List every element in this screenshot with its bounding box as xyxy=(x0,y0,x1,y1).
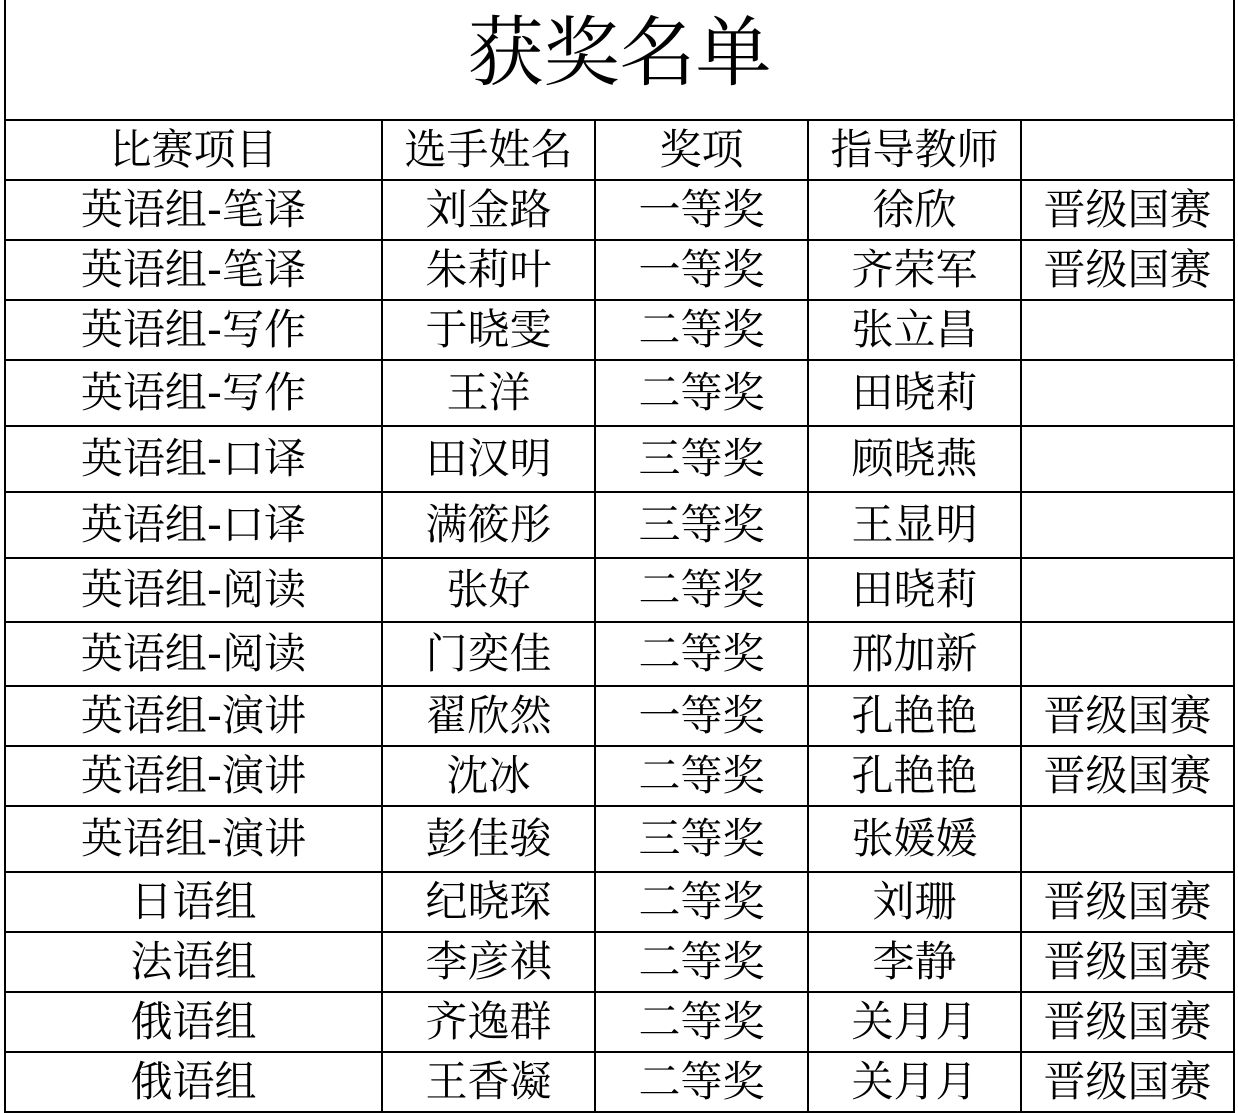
cell-award: 二等奖 xyxy=(595,622,808,686)
cell-teacher: 齐荣军 xyxy=(808,240,1021,300)
table-title: 获奖名单 xyxy=(5,0,1234,120)
header-row xyxy=(5,120,1234,180)
cell-award: 一等奖 xyxy=(595,240,808,300)
cell-award: 三等奖 xyxy=(595,492,808,558)
table-row xyxy=(5,426,1234,492)
cell-event: 英语组-写作 xyxy=(5,300,382,360)
cell-teacher: 徐欣 xyxy=(808,180,1021,240)
table-row xyxy=(5,240,1234,300)
cell-event: 英语组-演讲 xyxy=(5,746,382,806)
cell-event: 英语组-笔译 xyxy=(5,180,382,240)
cell-teacher: 张立昌 xyxy=(808,300,1021,360)
cell-teacher: 孔艳艳 xyxy=(808,686,1021,746)
cell-contestant: 彭佳骏 xyxy=(382,806,595,872)
table-row xyxy=(5,492,1234,558)
cell-event: 英语组-演讲 xyxy=(5,806,382,872)
cell-note xyxy=(1021,492,1234,558)
cell-event: 俄语组 xyxy=(5,1052,382,1112)
table-row xyxy=(5,360,1234,426)
cell-note xyxy=(1021,622,1234,686)
cell-teacher: 王显明 xyxy=(808,492,1021,558)
cell-event: 英语组-演讲 xyxy=(5,686,382,746)
cell-event: 英语组-阅读 xyxy=(5,558,382,622)
cell-contestant: 纪晓琛 xyxy=(382,872,595,932)
cell-award: 三等奖 xyxy=(595,806,808,872)
table-row xyxy=(5,622,1234,686)
cell-award: 二等奖 xyxy=(595,872,808,932)
cell-note: 晋级国赛 xyxy=(1021,1052,1234,1112)
table-row xyxy=(5,992,1234,1052)
cell-note: 晋级国赛 xyxy=(1021,180,1234,240)
cell-note xyxy=(1021,806,1234,872)
cell-award: 二等奖 xyxy=(595,746,808,806)
cell-award: 二等奖 xyxy=(595,932,808,992)
cell-contestant: 满筱彤 xyxy=(382,492,595,558)
cell-note: 晋级国赛 xyxy=(1021,686,1234,746)
table-row xyxy=(5,746,1234,806)
cell-teacher: 田晓莉 xyxy=(808,558,1021,622)
table-row xyxy=(5,806,1234,872)
cell-note xyxy=(1021,558,1234,622)
header-cell-teacher: 指导教师 xyxy=(808,120,1021,180)
cell-contestant: 刘金路 xyxy=(382,180,595,240)
cell-teacher: 关月月 xyxy=(808,1052,1021,1112)
title-row xyxy=(5,0,1234,120)
cell-award: 三等奖 xyxy=(595,426,808,492)
cell-contestant: 沈冰 xyxy=(382,746,595,806)
cell-contestant: 齐逸群 xyxy=(382,992,595,1052)
table-row xyxy=(5,1052,1234,1112)
table-row xyxy=(5,872,1234,932)
cell-award: 二等奖 xyxy=(595,992,808,1052)
cell-event: 法语组 xyxy=(5,932,382,992)
cell-teacher: 邢加新 xyxy=(808,622,1021,686)
table-row xyxy=(5,558,1234,622)
cell-contestant: 翟欣然 xyxy=(382,686,595,746)
cell-contestant: 李彦祺 xyxy=(382,932,595,992)
cell-event: 英语组-口译 xyxy=(5,492,382,558)
cell-note: 晋级国赛 xyxy=(1021,932,1234,992)
table-row xyxy=(5,932,1234,992)
cell-event: 英语组-阅读 xyxy=(5,622,382,686)
cell-contestant: 王香凝 xyxy=(382,1052,595,1112)
cell-award: 二等奖 xyxy=(595,1052,808,1112)
cell-award: 二等奖 xyxy=(595,360,808,426)
cell-contestant: 张好 xyxy=(382,558,595,622)
header-cell-note xyxy=(1021,120,1234,180)
cell-teacher: 李静 xyxy=(808,932,1021,992)
cell-event: 英语组-口译 xyxy=(5,426,382,492)
table-row xyxy=(5,300,1234,360)
cell-teacher: 顾晓燕 xyxy=(808,426,1021,492)
cell-event: 俄语组 xyxy=(5,992,382,1052)
cell-contestant: 王洋 xyxy=(382,360,595,426)
header-cell-event: 比赛项目 xyxy=(5,120,382,180)
cell-note xyxy=(1021,426,1234,492)
table-row xyxy=(5,686,1234,746)
cell-note: 晋级国赛 xyxy=(1021,872,1234,932)
cell-award: 二等奖 xyxy=(595,300,808,360)
cell-note: 晋级国赛 xyxy=(1021,746,1234,806)
cell-teacher: 关月月 xyxy=(808,992,1021,1052)
cell-teacher: 田晓莉 xyxy=(808,360,1021,426)
cell-award: 二等奖 xyxy=(595,558,808,622)
award-list-table xyxy=(4,0,1235,1113)
cell-teacher: 刘珊 xyxy=(808,872,1021,932)
cell-award: 一等奖 xyxy=(595,686,808,746)
cell-note: 晋级国赛 xyxy=(1021,240,1234,300)
header-cell-contestant: 选手姓名 xyxy=(382,120,595,180)
table-row xyxy=(5,180,1234,240)
cell-note xyxy=(1021,300,1234,360)
header-cell-award: 奖项 xyxy=(595,120,808,180)
cell-contestant: 门奕佳 xyxy=(382,622,595,686)
cell-event: 英语组-写作 xyxy=(5,360,382,426)
cell-teacher: 孔艳艳 xyxy=(808,746,1021,806)
cell-event: 日语组 xyxy=(5,872,382,932)
cell-teacher: 张媛媛 xyxy=(808,806,1021,872)
cell-contestant: 田汉明 xyxy=(382,426,595,492)
cell-note xyxy=(1021,360,1234,426)
cell-award: 一等奖 xyxy=(595,180,808,240)
cell-contestant: 朱莉叶 xyxy=(382,240,595,300)
cell-contestant: 于晓雯 xyxy=(382,300,595,360)
cell-note: 晋级国赛 xyxy=(1021,992,1234,1052)
cell-event: 英语组-笔译 xyxy=(5,240,382,300)
